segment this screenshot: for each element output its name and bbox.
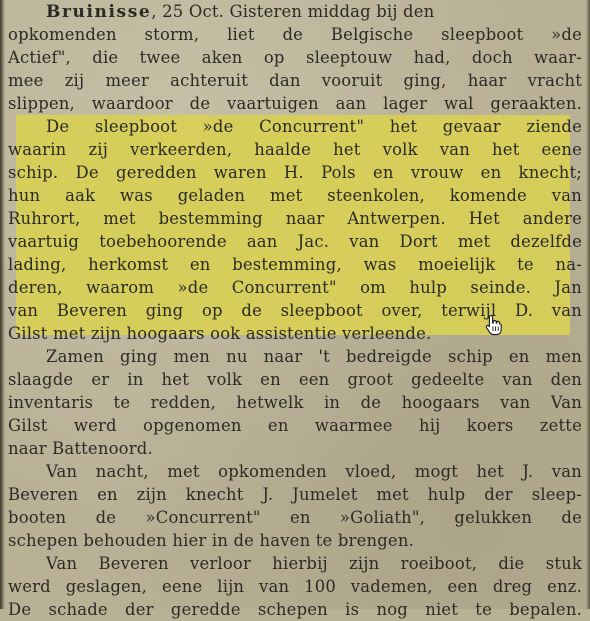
article-line: slaagde er in het volk en een groot gedeelte van den: [8, 370, 582, 389]
article-line: opkomenden storm, liet de Belgische sleepboot »de: [8, 25, 582, 44]
article-line: hun aak was geladen met steenkolen, komende van: [8, 186, 582, 205]
article-line: inventaris te redden, hetwelk in de hoogaars van Van: [8, 393, 582, 412]
article-line: schepen behouden hier in de haven te brengen.: [8, 531, 414, 550]
article-line: De schade der geredde schepen is nog niet te bepalen.: [8, 600, 582, 619]
article-line: Beveren en zijn knecht J. Jumelet met hulp der sleep-: [8, 485, 582, 504]
article-line: slippen, waardoor de vaartuigen aan lager wal geraakten.: [8, 94, 582, 113]
scan-edge-right: [586, 0, 590, 609]
article-line: mee zij meer achteruit dan vooruit ging, haar vracht: [8, 71, 582, 90]
article-line: Gilst werd opgenomen en waarmee hij koers zette: [8, 416, 582, 435]
article-line: vaartuig toebehoorende aan Jac. van Dort met dezelfde: [8, 232, 582, 251]
article-line: waarin zij verkeerden, haalde het volk van het eene: [8, 140, 582, 159]
article-line: van Beveren ging op de sleepboot over, terwijl D. van: [8, 301, 582, 320]
article-line: Van nacht, met opkomenden vloed, mogt het J. van: [46, 462, 582, 481]
dateline-text: , 25 Oct. Gisteren middag bij den: [151, 2, 435, 21]
article-line: Ruhrort, met bestemming naar Antwerpen. Het andere: [8, 209, 582, 228]
article-line: Gilst met zijn hoogaars ook assistentie verleende.: [8, 324, 432, 343]
article-line: deren, waarom »de Concurrent" om hulp seinde. Jan: [8, 278, 582, 297]
dateline-place: Bruinisse: [46, 2, 152, 22]
hand-pointer-icon: [484, 314, 504, 336]
article-line: De sleepboot »de Concurrent" het gevaar ziende: [46, 117, 582, 136]
article-line: werd geslagen, eene lijn van 100 vademen, een dreg enz.: [8, 577, 582, 596]
article-line: [46, 0, 582, 23]
article-line: Actief", die twee aken op sleeptouw had, doch waar-: [8, 48, 582, 67]
article-line: lading, herkomst en bestemming, was moeielijk te na-: [8, 255, 582, 274]
scan-edge-left: [0, 0, 5, 609]
article-line: booten de »Concurrent" en »Goliath", gelukken de: [8, 508, 582, 527]
article-line: schip. De geredden waren H. Pols en vrouw en knecht;: [8, 163, 582, 182]
article-line: Van Beveren verloor hierbij zijn roeiboot, die stuk: [46, 554, 582, 573]
article-line: Zamen ging men nu naar 't bedreigde schip en men: [46, 347, 582, 366]
article-line: naar Battenoord.: [8, 439, 153, 458]
